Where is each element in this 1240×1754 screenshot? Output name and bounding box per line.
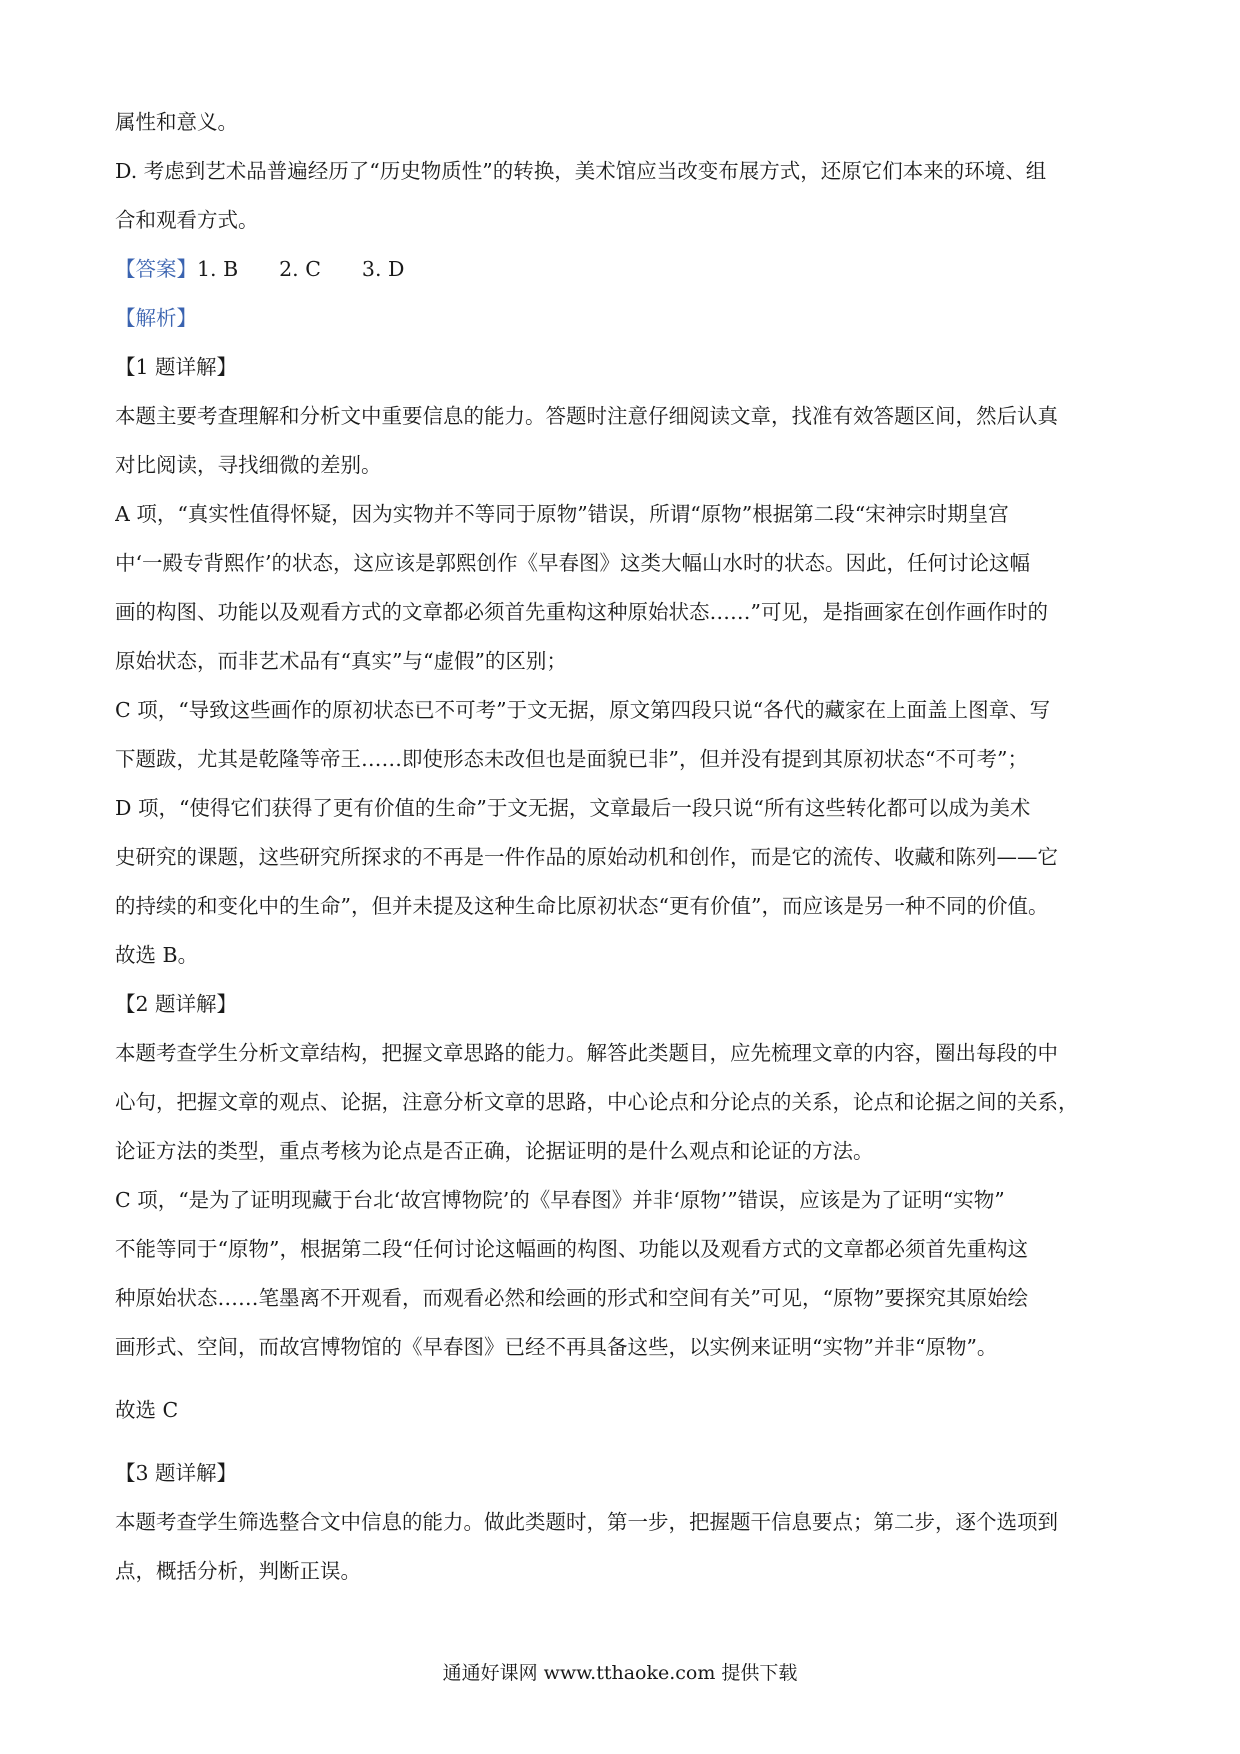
option-d-line: D. 考虑到艺术品普遍经历了“历史物质性”的转换，美术馆应当改变布展方式，还原它们本来的环境、组 [115,159,1047,183]
page-footer: 通通好课网 www.tthaoke.com 提供下载 [442,1662,798,1684]
q2-line: C 项，“是为了证明现藏于台北‘故宫博物院’的《早春图》并非‘原物’”错误，应该是为了证明“实物” [115,1188,1005,1212]
answer-text: 1. B 2. C 3. D [197,257,405,281]
q1-line: 的持续的和变化中的生命”，但并未提及这种生命比原初状态“更有价值”，而应该是另一种不同的价值。 [115,894,1049,918]
q2-line: 种原始状态……笔墨离不开观看，而观看必然和绘画的形式和空间有关”可见，“原物”要探究其原始绘 [115,1286,1028,1310]
spacer [115,1372,1135,1386]
q3-heading: 【3 题详解】 [115,1461,238,1485]
q1-line: 史研究的课题，这些研究所探求的不再是一件作品的原始动机和创作，而是它的流传、收藏和陈列——它 [115,845,1058,869]
q1-heading: 【1 题详解】 [115,355,238,379]
text-line: 属性和意义。 [115,110,238,134]
q2-line: 画形式、空间，而故宫博物馆的《早春图》已经不再具备这些，以实例来证明“实物”并非“原物”。 [115,1335,998,1359]
q2-line: 心句，把握文章的观点、论据，注意分析文章的思路，中心论点和分论点的关系，论点和论据之间的关系， [115,1090,1079,1114]
q1-line: 对比阅读，寻找细微的差别。 [115,453,382,477]
q1-line: 下题跋，尤其是乾隆等帝王……即使形态未改但也是面貌已非”，但并没有提到其原初状态“不可考”； [115,747,1028,771]
document-body [115,98,1135,1596]
analysis-label: 【解析】 [115,306,197,330]
q1-line: D 项，“使得它们获得了更有价值的生命”于文无据，文章最后一段只说“所有这些转化都可以成为美术 [115,796,1031,820]
answer-label: 【答案】 [115,257,197,281]
q1-line: 本题主要考查理解和分析文中重要信息的能力。答题时注意仔细阅读文章，找准有效答题区间，然后认真 [115,404,1058,428]
q1-line: C 项，“导致这些画作的原初状态已不可考”于文无据，原文第四段只说“各代的藏家在上面盖上图章、写 [115,698,1051,722]
q2-line: 不能等同于“原物”，根据第二段“任何讨论这幅画的构图、功能以及观看方式的文章都必须首先重构这 [115,1237,1028,1261]
q3-line: 本题考查学生筛选整合文中信息的能力。做此类题时，第一步，把握题干信息要点；第二步，逐个选项到 [115,1510,1058,1534]
q1-conclusion: 故选 B。 [115,943,199,967]
q3-line: 点，概括分析，判断正误。 [115,1559,361,1583]
q1-line: A 项，“真实性值得怀疑，因为实物并不等同于原物”错误，所谓“原物”根据第二段“宋神宗时期皇宫 [115,502,1009,526]
q1-line: 中‘一殿专背熙作’的状态，这应该是郭熙创作《早春图》这类大幅山水时的状态。因此，任何讨论这幅 [115,551,1031,575]
text-line: 合和观看方式。 [115,208,259,232]
q2-line: 论证方法的类型，重点考核为论点是否正确，论据证明的是什么观点和论证的方法。 [115,1139,874,1163]
answer-line [115,245,1135,294]
q1-line: 画的构图、功能以及观看方式的文章都必须首先重构这种原始状态……”可见，是指画家在创作画作时的 [115,600,1048,624]
q1-line: 原始状态，而非艺术品有“真实”与“虚假”的区别； [115,649,567,673]
q2-heading: 【2 题详解】 [115,992,238,1016]
spacer [115,1435,1135,1449]
q2-line: 本题考查学生分析文章结构，把握文章思路的能力。解答此类题目，应先梳理文章的内容，圈出每段的中 [115,1041,1058,1065]
q2-conclusion: 故选 C [115,1398,179,1422]
